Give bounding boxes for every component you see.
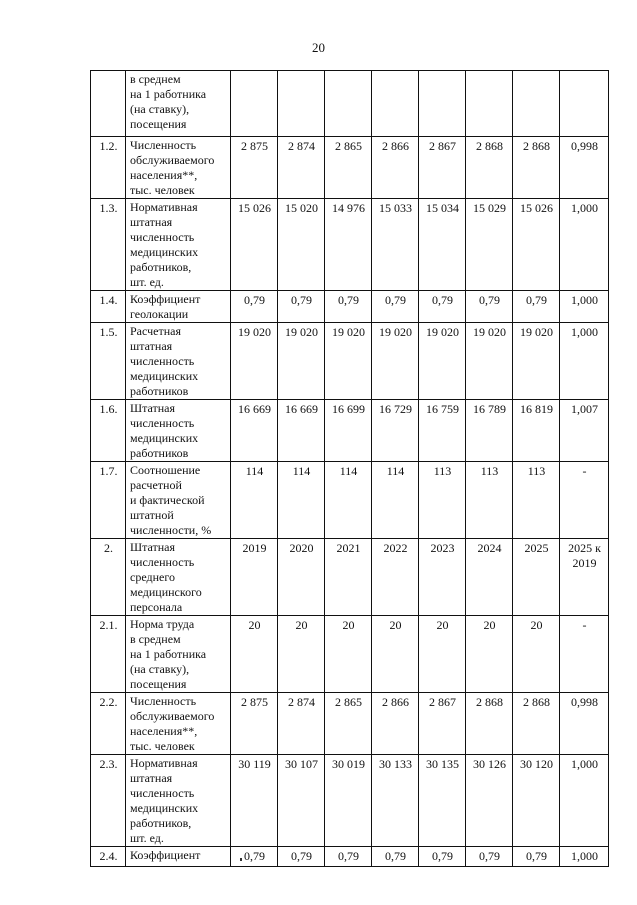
indicator-name-cell: Нормативная штатная численность медицинских работников, шт. ед. [126, 199, 231, 291]
year-value-cell: 113 [466, 462, 513, 539]
indicator-name-cell: Нормативная штатная численность медицинских работников, шт. ед. [126, 755, 231, 847]
year-value-cell: 2 868 [513, 137, 560, 199]
year-value-cell: 2 867 [419, 137, 466, 199]
year-value-cell: 0,79 [513, 847, 560, 867]
year-value-cell: 20 [231, 616, 278, 693]
table-row [91, 847, 609, 867]
ratio-cell: 1,000 [560, 847, 609, 867]
year-value-cell: 15 026 [231, 199, 278, 291]
ratio-cell: - [560, 462, 609, 539]
ratio-cell: 1,000 [560, 199, 609, 291]
row-number-cell: 1.7. [91, 462, 126, 539]
row-number-cell: 1.2. [91, 137, 126, 199]
year-value-cell: 114 [231, 462, 278, 539]
year-value-cell: 2 867 [419, 693, 466, 755]
year-value-cell: 19 020 [325, 323, 372, 400]
row-number-cell: 2. [91, 539, 126, 616]
year-value-cell: 0,79 [231, 847, 278, 867]
ratio-cell: 0,998 [560, 137, 609, 199]
year-value-cell [372, 71, 419, 137]
year-value-cell: 19 020 [513, 323, 560, 400]
year-value-cell: 15 033 [372, 199, 419, 291]
year-value-cell: 16 669 [278, 400, 325, 462]
indicator-name-cell: Коэффициент [126, 847, 231, 867]
indicator-name-cell: Численность обслуживаемого населения**, тыс. человек [126, 693, 231, 755]
year-value-cell: 20 [419, 616, 466, 693]
year-value-cell: 2 866 [372, 137, 419, 199]
year-value-cell: 30 107 [278, 755, 325, 847]
year-value-cell: 15 026 [513, 199, 560, 291]
ratio-cell: 0,998 [560, 693, 609, 755]
indicator-name-cell: Коэффициент геолокации [126, 291, 231, 323]
year-value-cell: 2 868 [466, 693, 513, 755]
table-row [91, 462, 609, 539]
year-value-cell: 2 868 [513, 693, 560, 755]
year-value-cell: 114 [278, 462, 325, 539]
table-row [91, 616, 609, 693]
year-value-cell: 0,79 [231, 291, 278, 323]
year-value-cell: 30 126 [466, 755, 513, 847]
year-value-cell [419, 71, 466, 137]
indicator-name-cell: Штатная численность медицинских работников [126, 400, 231, 462]
row-number-cell: 2.2. [91, 693, 126, 755]
year-value-cell [466, 71, 513, 137]
indicator-name-cell: Расчетная штатная численность медицинских работников [126, 323, 231, 400]
year-value-cell: 2022 [372, 539, 419, 616]
year-value-cell: 0,79 [278, 847, 325, 867]
year-value-cell: 16 819 [513, 400, 560, 462]
table-row [91, 539, 609, 616]
year-value-cell: 19 020 [466, 323, 513, 400]
row-number-cell: 1.6. [91, 400, 126, 462]
ratio-cell [560, 71, 609, 137]
ratio-cell: - [560, 616, 609, 693]
year-value-cell: 2023 [419, 539, 466, 616]
year-value-cell: 113 [419, 462, 466, 539]
year-value-cell [325, 71, 372, 137]
year-value-cell: 2 865 [325, 137, 372, 199]
year-value-cell: 20 [513, 616, 560, 693]
ratio-cell: 1,000 [560, 291, 609, 323]
year-value-cell: 0,79 [325, 291, 372, 323]
year-value-cell: 14 976 [325, 199, 372, 291]
table-row [91, 693, 609, 755]
ratio-cell: 1,000 [560, 323, 609, 400]
year-value-cell: 2 874 [278, 137, 325, 199]
indicator-name-cell: Соотношение расчетной и фактической штатной численности, % [126, 462, 231, 539]
year-value-cell: 2 865 [325, 693, 372, 755]
year-value-cell: 0,79 [466, 291, 513, 323]
row-number-cell: 2.1. [91, 616, 126, 693]
year-value-cell [278, 71, 325, 137]
ratio-cell: 1,007 [560, 400, 609, 462]
year-value-cell: 0,79 [278, 291, 325, 323]
year-value-cell: 114 [372, 462, 419, 539]
year-value-cell: 0,79 [513, 291, 560, 323]
year-value-cell: 19 020 [372, 323, 419, 400]
year-value-cell: 0,79 [419, 291, 466, 323]
year-value-cell: 2 874 [278, 693, 325, 755]
row-number-cell: 1.4. [91, 291, 126, 323]
ratio-cell: 2025 к 2019 [560, 539, 609, 616]
row-number-cell: 1.5. [91, 323, 126, 400]
year-value-cell: 0,79 [419, 847, 466, 867]
year-value-cell: 30 019 [325, 755, 372, 847]
year-value-cell: 2019 [231, 539, 278, 616]
year-value-cell: 0,79 [372, 291, 419, 323]
year-value-cell: 16 759 [419, 400, 466, 462]
scan-artifact [240, 858, 242, 861]
indicator-name-cell: Численность обслуживаемого населения**, тыс. человек [126, 137, 231, 199]
row-number-cell: 2.3. [91, 755, 126, 847]
year-value-cell: 16 729 [372, 400, 419, 462]
year-value-cell: 16 669 [231, 400, 278, 462]
year-value-cell: 2020 [278, 539, 325, 616]
year-value-cell: 20 [325, 616, 372, 693]
year-value-cell: 15 034 [419, 199, 466, 291]
table-row [91, 291, 609, 323]
row-number-cell: 2.4. [91, 847, 126, 867]
year-value-cell: 30 119 [231, 755, 278, 847]
row-number-cell [91, 71, 126, 137]
indicator-name-cell: Норма труда в среднем на 1 работника (на ставку), посещения [126, 616, 231, 693]
year-value-cell: 19 020 [419, 323, 466, 400]
indicator-name-cell: Штатная численность среднего медицинского персонала [126, 539, 231, 616]
staffing-table [90, 70, 609, 867]
table-row [91, 199, 609, 291]
year-value-cell: 16 789 [466, 400, 513, 462]
year-value-cell: 2 868 [466, 137, 513, 199]
table-row [91, 755, 609, 847]
year-value-cell: 2024 [466, 539, 513, 616]
year-value-cell: 20 [466, 616, 513, 693]
year-value-cell: 2021 [325, 539, 372, 616]
year-value-cell: 2 875 [231, 137, 278, 199]
year-value-cell: 16 699 [325, 400, 372, 462]
year-value-cell: 15 020 [278, 199, 325, 291]
page-number: 20 [312, 40, 325, 55]
year-value-cell: 0,79 [466, 847, 513, 867]
table-row [91, 323, 609, 400]
year-value-cell: 2025 [513, 539, 560, 616]
year-value-cell: 20 [278, 616, 325, 693]
table-row [91, 400, 609, 462]
year-value-cell: 19 020 [231, 323, 278, 400]
year-value-cell: 0,79 [325, 847, 372, 867]
row-number-cell: 1.3. [91, 199, 126, 291]
table-row [91, 71, 609, 137]
year-value-cell: 20 [372, 616, 419, 693]
ratio-cell: 1,000 [560, 755, 609, 847]
year-value-cell [231, 71, 278, 137]
year-value-cell: 15 029 [466, 199, 513, 291]
indicator-name-cell: в среднем на 1 работника (на ставку), посещения [126, 71, 231, 137]
year-value-cell: 113 [513, 462, 560, 539]
year-value-cell: 2 875 [231, 693, 278, 755]
year-value-cell: 114 [325, 462, 372, 539]
year-value-cell: 30 135 [419, 755, 466, 847]
year-value-cell: 30 120 [513, 755, 560, 847]
year-value-cell: 19 020 [278, 323, 325, 400]
year-value-cell: 0,79 [372, 847, 419, 867]
year-value-cell [513, 71, 560, 137]
year-value-cell: 30 133 [372, 755, 419, 847]
table-row [91, 137, 609, 199]
year-value-cell: 2 866 [372, 693, 419, 755]
